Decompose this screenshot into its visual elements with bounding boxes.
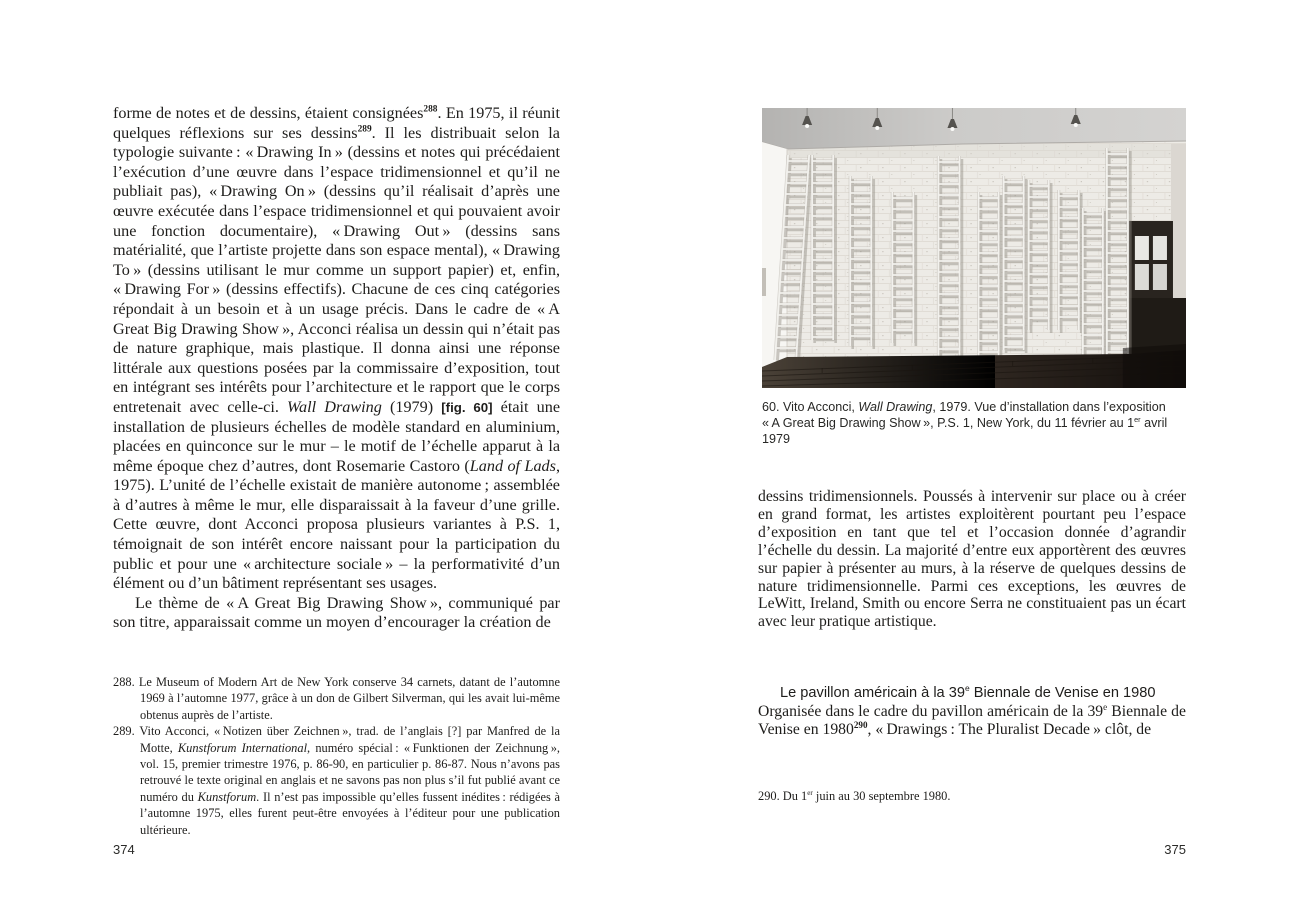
figure-caption: 60. Vito Acconci, Wall Drawing, 1979. Vue d’installation dans l’exposition « A Great Big Drawing Show », P.S. 1, New York, du 11 février au 1er avril 1979	[762, 400, 1168, 447]
section-heading: Le pavillon américain à la 39e Biennale de Venise en 1980	[780, 683, 1156, 701]
right-page-body-1	[758, 488, 1186, 631]
page-number-left: 374	[113, 842, 135, 857]
paragraph: dessins tridimensionnels. Poussés à intervenir sur place ou à créer en grand format, les artistes exploitèrent pourtant peu l’espace d’exposition en tant que tel et l’occasion donnée d’agrandir l’échelle du dessin. La majorité d’entre eux apportèrent des œuvres sur papier à présenter au murs, à la réserve de quelques dessins de nature tridimensionnelle. Parmi ces exceptions, les œuvres de LeWitt, Ireland, Smith ou encore Serra ne constituaient pas un écart avec leur pratique artistique.	[758, 488, 1186, 631]
left-page-footnotes	[113, 674, 560, 838]
right-page-footnote	[758, 788, 1186, 804]
paragraph: Organisée dans le cadre du pavillon américain de la 39e Biennale de Venise en 1980$^{290}$, « Drawings : The Pluralist Decade » clôt, de	[758, 701, 1186, 738]
installation-photograph	[762, 108, 1186, 388]
right-page-body-2	[758, 703, 1186, 739]
page-number-right: 375	[1164, 842, 1186, 857]
paragraph: forme de notes et de dessins, étaient consignées$^{288}$. En 1975, il réunit quelques réflexions sur ses dessins$^{289}$. Il les distribuait selon la typologie suivante : « Drawing In » (dessins et notes qui précédaient l’exécution d’une œuvre dans l’espace tridimensionnel et qu’il ne publiait pas), « Drawing On » (dessins qu’il réalisait d’après une œuvre exécutée dans l’espace tridimensionnel et qui pouvaient avoir une fonction documentaire), « Drawing Out » (dessins sans matérialité, que l’artiste projette dans son espace mental), « Drawing To » (dessins utilisant le mur comme un support papier) et, enfin, « Drawing For » (dessins effectifs). Chacune de ces cinq catégories répondait à un besoin et à un usage précis. Dans le cadre de « A Great Big Drawing Show », Acconci réalisa un dessin qui n’était pas de nature graphique, mais plastique. Il donna ainsi une réponse littérale aux questions posées par la commissaire d’exposition, tout en intégrant ses intérêts pour l’architecture et le rapport que le corps entretenait avec celle-ci. Wall Drawing (1979) [fig. 60] était une installation de plusieurs échelles de modèle standard en aluminium, placées en quinconce sur le mur – le motif de l’échelle apparut à la même époque chez d’autres, dont Rosemarie Castoro (Land of Lads, 1975). L’unité de l’échelle existait de manière autonome ; assemblée à d’autres à même le mur, elle disparaissait à la faveur d’une grille. Cette œuvre, dont Acconci proposa plusieurs variantes à P.S. 1, témoignait de son intérêt encore naissant pour la participation du public et pour une « architecture sociale » – la performativité d’un élément ou d’un bâtiment représentant ses usages.	[113, 104, 561, 593]
paragraph: Le thème de « A Great Big Drawing Show », communiqué par son titre, apparaissait comme un moyen d’encourager la création de	[113, 593, 560, 632]
footnote-288: 288. Le Museum of Modern Art de New York conserve 34 carnets, datant de l’automne 1969 à l’automne 1977, grâce à un don de Gilbert Silverman, qui les avait lui-même obtenus auprès de l’artiste.	[113, 675, 560, 722]
wall-drawing-ladders-photo	[762, 108, 1186, 388]
footnote-289: 289. Vito Acconci, « Notizen über Zeichnen », trad. de l’anglais [?] par Manfred de la Motte, Kunstforum International, numéro spécial : « Funktionen der Zeichnung », vol. 15, premier trimestre 1976, p. 86-90, en particulier p. 86-87. Nous n’avons pas retrouvé le texte original en anglais et ne savons pas non plus s’il fut publié avant ce numéro du Kunstforum. Il n’est pas impossible qu’elles fussent inédites : rédigées à l’automne 1975, elles furent peut-être envoyées à l’éditeur pour une publication ultérieure.	[113, 724, 561, 837]
left-page-body-column	[113, 104, 560, 633]
footnote-290: 290. Du 1er juin au 30 septembre 1980.	[758, 788, 951, 803]
